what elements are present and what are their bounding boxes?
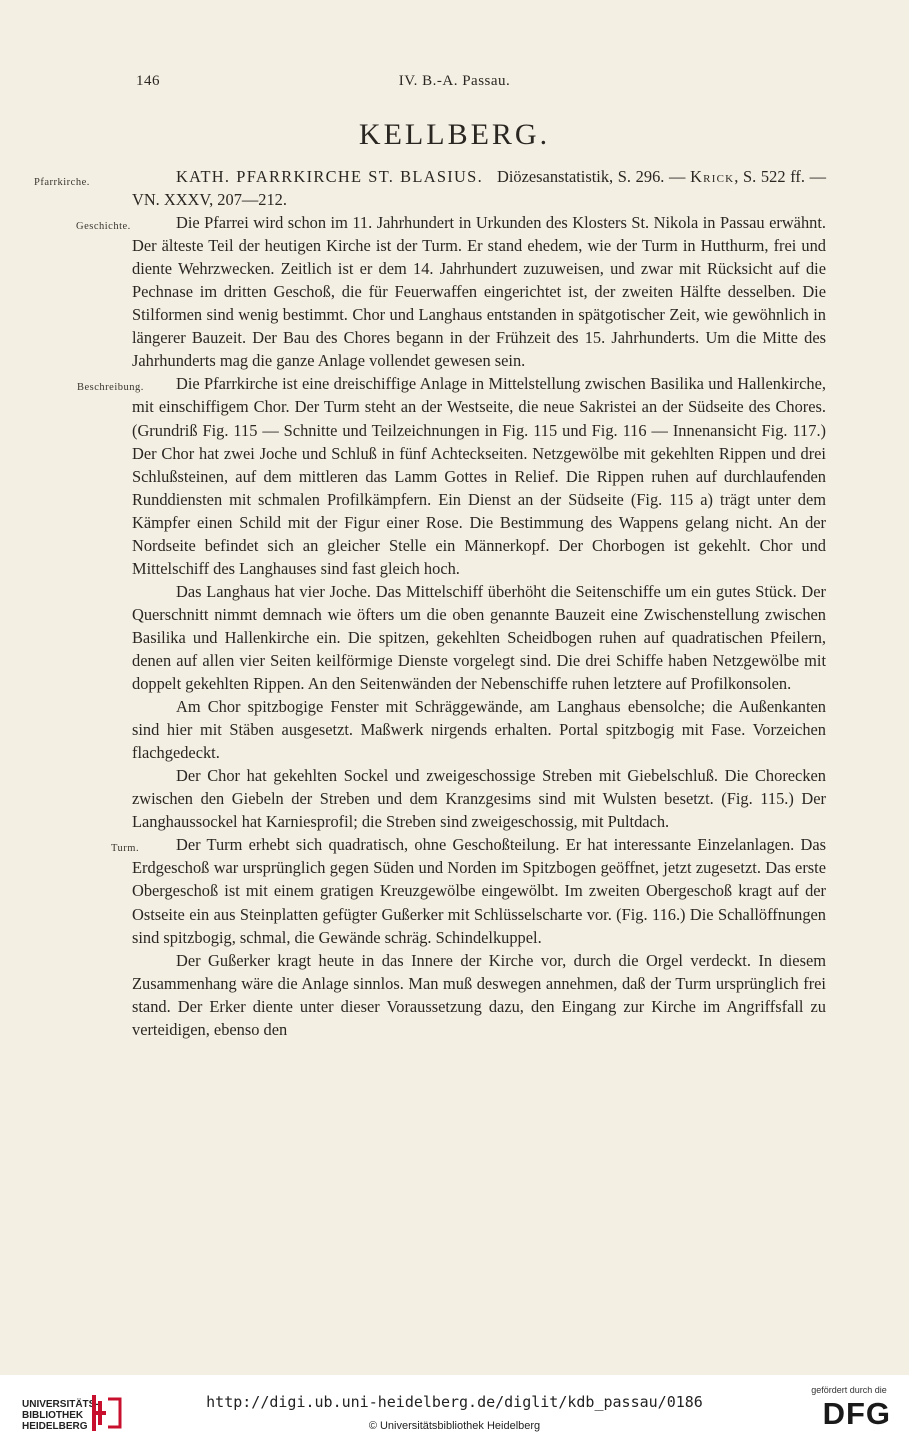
- paragraph-turm-text: Der Turm erhebt sich quadratisch, ohne Geschoßteilung. Er hat interessante Einzelanlagen. Das Erdgeschoß war ursprünglich gegen Süden und Norden im Spitzbogen geöffnet, jetzt zugesetzt. Das erste Obergeschoß ist mit einem gratigen Kreuzgewölbe eingewölbt. Im zweiten Obergeschoß kragt auf der Ostseite ein aus Steinplatten gefügter Gußerker mit Schlüsselscharte vor. (Fig. 116.) Die Schallöffnungen sind spitzbogig, schmal, die Gewände schräg. Schindelkuppel.: [132, 835, 826, 947]
- paragraph-geschichte-text: Die Pfarrei wird schon im 11. Jahrhundert in Urkunden des Klosters St. Nikola in Passau erwähnt. Der älteste Teil der heutigen Kirche ist der Turm. Er stand ehedem, wie der Turm in Hutthurm, frei und diente Wehrzwecken. Zeitlich ist er dem 14. Jahrhundert zuzuweisen, und zwar mit Rücksicht auf die Pechnase im dritten Geschoß, die für Feuerwaffen eingerichtet ist, der zweiten Hälfte desselben. Die Stilformen sind wenig bestimmt. Chor und Langhaus entstanden in spätgotischer Zeit, wie gewöhnlich in längerer Bauzeit. Der Bau des Chores begann in der Frühzeit des 15. Jahrhunderts. Um die Mitte des Jahrhunderts mag die ganze Anlage vollendet gewesen sein.: [132, 213, 826, 371]
- copyright-notice: © Universitätsbibliothek Heidelberg: [368, 1420, 541, 1432]
- paragraph-gusserker: Der Gußerker kragt heute in das Innere der Kirche vor, durch die Orgel verdeckt. In diesem Zusammenhang wäre die Anlage sinnlos. Man muß deswegen annehmen, daß der Turm ursprünglich frei stand. Der Erker diente unter dieser Voraussetzung dazu, den Eingang zur Kirche im Angriffsfall zu verteidigen, ebenso den: [132, 950, 826, 1039]
- sidenote-pfarrkirche: Pfarrkirche.: [34, 177, 90, 188]
- church-name: KATH. PFARRKIRCHE ST. BLASIUS.: [176, 167, 483, 186]
- dfg-logo: DFG: [822, 1396, 891, 1431]
- entry-heading: [34, 165, 826, 211]
- paragraph-langhaus: Das Langhaus hat vier Joche. Das Mittelschiff überhöht die Seitenschiffe um ein gutes Stück. Der Querschnitt nimmt demnach wie öfters um die oben genannte Bauzeit eine Zwischenstellung zwischen Basilika und Hallenkirche ein. Die spitzen, gekehlten Scheidbogen ruhen auf quadratischen Pfeilern, denen auf allen vier Seiten keilförmige Dienste vorgelegt sind. Die drei Schiffe haben Netzgewölbe mit doppelt gekehlten Rippen. An den Seitenwänden der Nebenschiffe ruhen letztere auf Profilkonsolen.: [132, 581, 826, 694]
- paragraph-beschreibung: [77, 372, 826, 579]
- reference-krick: Krick: [690, 167, 735, 186]
- reference-diozesan: Diözesanstatistik, S. 296. —: [497, 167, 686, 186]
- paragraph-beschreibung-text: Die Pfarrkirche ist eine dreischiffige Anlage in Mittelstellung zwischen Basilika und Hallenkirche, mit einschiffigem Chor. Der Turm steht an der Westseite, die neue Sakristei an der Südseite des Chores. (Grundriß Fig. 115 — Schnitte und Teilzeichnungen in Fig. 115 und Fig. 116 — Innenansicht Fig. 117.) Der Chor hat zwei Joche und Schluß in fünf Achteckseiten. Netzgewölbe mit gekehlten Rippen und drei Schlußsteinen, auf dem mittleren das Lamm Gottes in Relief. Die Rippen ruhen auf durchlaufenden Runddiensten mit schmalen Profilkämpfern. Ein Dienst an der Südseite (Fig. 115 a) trägt unter dem Kämpfer einen Schild mit der Figur einer Rose. Die Bestimmung des Wappens gelang nicht. An der Nordseite befindet sich an gleicher Stelle ein Männerkopf. Der Chorbogen ist gekehlt. Chor und Mittelschiff des Langhauses sind fast gleich hoch.: [132, 374, 826, 578]
- paragraph-turm: [111, 833, 826, 948]
- text-body: [34, 165, 826, 1041]
- page-number: 146: [136, 73, 160, 89]
- reference-vn: , S. 522 ff. — VN. XXXV, 207—212.: [132, 167, 826, 210]
- digital-library-link[interactable]: http://digi.ub.uni-heidelberg.de/diglit/kdb_passau/0186: [206, 1393, 703, 1411]
- sidenote-turm: Turm.: [111, 843, 140, 855]
- sidenote-geschichte: Geschichte.: [76, 221, 131, 233]
- funding-label: gefördert durch die: [811, 1385, 887, 1395]
- footer-bar: [0, 1375, 909, 1443]
- running-title: IV. B.-A. Passau.: [398, 73, 511, 89]
- page-title: KELLBERG.: [358, 118, 551, 151]
- paragraph-geschichte: [76, 211, 826, 372]
- paragraph-sockel: Der Chor hat gekehlten Sockel und zweigeschossige Streben mit Giebelschluß. Die Chorecken zwischen den Giebeln der Streben und dem Kranzgesims sind mit Wulsten besetzt. (Fig. 115.) Der Langhaussockel hat Karniesprofil; die Streben sind zweigeschossig, mit Pultdach.: [132, 766, 826, 832]
- paragraph-fenster: Am Chor spitzbogige Fenster mit Schräggewände, am Langhaus ebensolche; die Außenkanten sind hier mit Stäben ausgesetzt. Maßwerk nirgends erhalten. Portal spitzbogig mit Fase. Vorzeichen flachgedeckt.: [132, 697, 826, 763]
- library-logo-text: UNIVERSITÄTS- BIBLIOTHEK HEIDELBERG: [22, 1399, 99, 1432]
- sidenote-beschreibung: Beschreibung.: [77, 382, 144, 394]
